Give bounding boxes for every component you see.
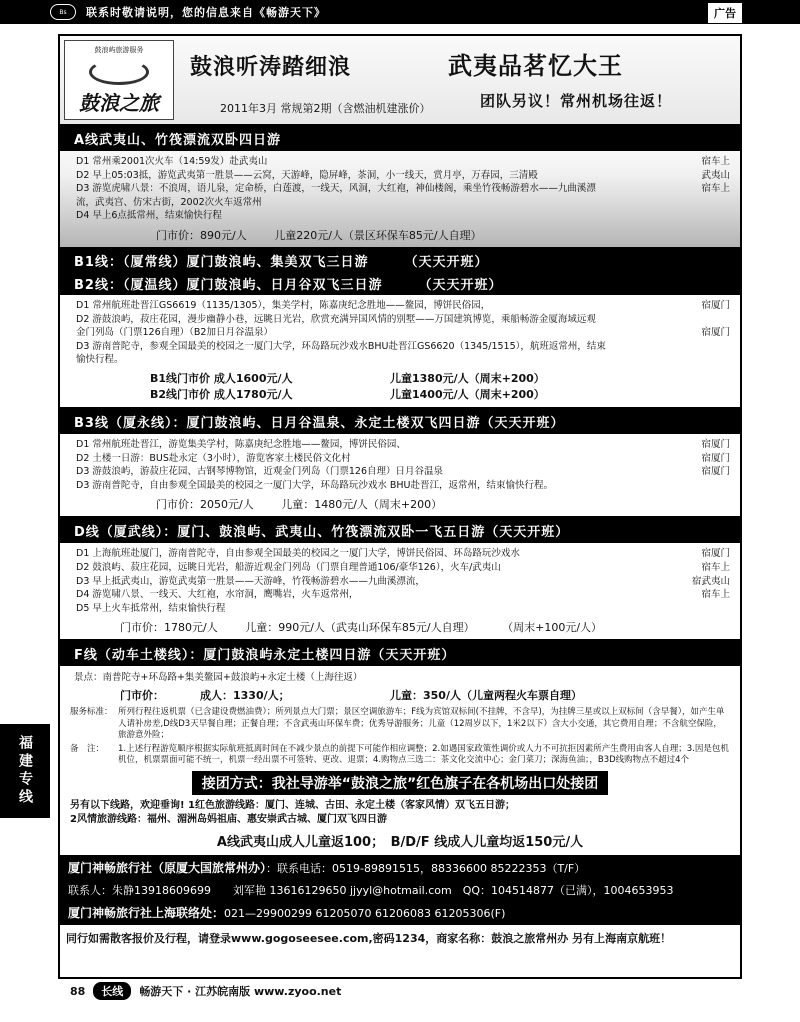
itinerary-day: [76, 575, 730, 589]
itinerary-text: D3 游南普陀寺，自由参观全国最美的校园之一厦门大学，环岛路玩沙戏水 BHU赴晋江，返常州，结束愉快行程。: [76, 479, 554, 491]
headline-right: 武夷品茗忆大王: [448, 51, 623, 80]
magazine-name: 畅游天下 · 江苏皖南版 www.zyoo.net: [139, 985, 342, 998]
itinerary-text: D4 早上6点抵常州，结束愉快行程: [76, 210, 222, 222]
agency-name: 厦门神畅旅行社（原厦大国旅常州办）: [68, 860, 267, 875]
section-b-price: [150, 371, 740, 403]
overnight-location: 宿厦门: [701, 548, 730, 560]
page-footer: [70, 982, 341, 1000]
overnight-location: 宿厦门: [701, 299, 730, 311]
overnight-location: 宿厦门: [701, 452, 730, 464]
section-b2-title: B2线：（厦温线）厦门鼓浪屿、日月谷双飞三日游 （天天开班）: [60, 272, 740, 295]
section-a: [60, 126, 740, 249]
b1-child: 儿童1380元/人（周末+200）: [390, 371, 545, 385]
section-d-title: D线（厦武线）：厦门、鼓浪屿、武夷山、竹筏漂流双卧一飞五日游（天天开班）: [60, 518, 740, 543]
wave-logo-icon: [89, 59, 149, 85]
itinerary-day: [76, 438, 730, 452]
overnight-location: 宿车上: [701, 156, 730, 167]
itinerary-day: [76, 340, 730, 354]
b1-price: B1线门市价 成人1600元/人: [150, 371, 293, 385]
header-slogan: 团队另议！常州机场往返！: [480, 92, 673, 110]
ad-badge: 广告: [708, 3, 742, 23]
itinerary-text: D3 游览虎啸八景：不浪周，语儿泉，定命桥，白莲渡，一线天，风洞，大红袍，神仙楼阁，乘坐竹筏畅游碧水——九曲溪漂: [76, 183, 596, 195]
section-f-price: 门市价： 成人：1330/人； 儿童：350/人（儿童两程火车票自理）: [120, 689, 582, 703]
b2-price: B2线门市价 成人1780元/人: [150, 387, 293, 401]
itinerary-text: D1 上海航班赴厦门，游南普陀寺，自由参观全国最美的校园之一厦门大学，博饼民俗园、环岛路玩沙戏水: [76, 548, 520, 560]
contact-block: [60, 857, 740, 925]
footer-strip: 同行如需散客报价及行程，请登录www.gogoseesee.com,密码1234，商家名称：鼓浪之旅常州办 另有上海南京航班！: [66, 931, 672, 945]
itinerary-text: D2 早上05:03抵，游览武夷第一胜景——云窝，天游峰，隐屏峰，茶洞，小一线天，赏月亭，万春园，三清殿: [76, 169, 538, 181]
overnight-location: 宿车上: [701, 561, 730, 573]
ad-header: [60, 36, 740, 126]
section-d-itinerary: [60, 543, 740, 617]
section-b-itinerary: [60, 295, 740, 369]
issue-info: 2011年3月 常规第2期（含燃油机建涨价）: [220, 102, 431, 115]
itinerary-day: [76, 353, 730, 367]
itinerary-text: 流，武夷宫、仿宋古街，2002次火车返常州: [76, 196, 262, 208]
itinerary-day: [76, 561, 730, 575]
side-tab-fujian: 福建专线: [0, 724, 50, 818]
itinerary-day: [76, 452, 730, 466]
itinerary-text: D3 早上抵武夷山，游览武夷第一胜景——天游峰，竹筏畅游碧水——九曲溪漂流，: [76, 575, 425, 587]
itinerary-text: D1 常州航班赴晋江，游览集美学村，陈嘉庚纪念胜地——鳌园，博饼民俗园、: [76, 438, 406, 450]
itinerary-day: [76, 479, 730, 493]
shanghai-office: 厦门神畅旅行社上海联络处：: [68, 905, 225, 920]
price-adult: 门市价：2050元/人: [156, 498, 254, 512]
section-b3: [60, 409, 740, 518]
itinerary-day: [76, 326, 730, 340]
itinerary-day: [76, 313, 730, 327]
itinerary-text: D5 早上火车抵常州，结束愉快行程: [76, 602, 226, 614]
brand-name: 鼓浪之旅: [79, 91, 159, 115]
page-number: 88: [70, 984, 86, 998]
itinerary-day: [76, 209, 730, 223]
top-bar: [0, 0, 800, 24]
itinerary-text: D4 游览啸八景、一线天、大红袍，水帘洞，鹰嘴岩，火车返常州，: [76, 589, 359, 601]
price-child: 儿童：1480元/人（周末+200）: [281, 498, 443, 512]
overnight-location: 宿车上: [701, 589, 730, 601]
price-child: 儿童：990元/人（武夷山环保车85元/人自理）: [245, 621, 475, 635]
itinerary-day: [76, 182, 730, 196]
price-adult: 门市价：890元/人: [156, 228, 247, 242]
b2-child: 儿童1400元/人（周末+200）: [390, 387, 545, 401]
price-weekend: （周末+100元/人）: [502, 621, 603, 635]
overnight-location: 宿武夷山: [691, 575, 730, 587]
brand-small-text: 鼓浪屿旅游服务: [94, 46, 144, 54]
section-b: [60, 249, 740, 409]
itinerary-text: D2 游鼓浪屿，菽庄花园，漫步幽静小巷，远眺日光岩，欣赏充满异国风情的别墅——万国建筑博览，乘船畅游金厦海域远观: [76, 313, 596, 325]
itinerary-text: D1 常州乘2001次火车（14:59发）赴武夷山: [76, 156, 268, 167]
section-d-price: [60, 617, 740, 639]
overnight-location: 武夷山: [701, 169, 730, 181]
itinerary-text: D3 游南普陀寺，参观全国最美的校园之一厦门大学，环岛路玩沙戏水BHU赴晋江GS6620（1345/1515），航班返常州，结束: [76, 340, 606, 352]
section-b3-itinerary: [60, 434, 740, 494]
itinerary-text: D3 游鼓浪屿，游菽庄花园、古钢琴博物馆，近观金门列岛（门票126自理）日月谷温泉: [76, 466, 444, 478]
remarks: 备 注： 1.上述行程游览顺序根据实际航班抵离时间在不减少景点的前提下可能作相应调整；2.如遇国家政策性调价或人力不可抗拒因素所产生费用由客人自理；3.因是包机机位，机票票面可能不统一，机票一经出票不可签转、更改、退票；4.购物点三选二：茶文化交流中心；金门菜刀；深海鱼油；，B3D线购物点不超过4个: [70, 743, 729, 766]
overnight-location: 宿厦门: [701, 327, 730, 339]
magazine-logo-icon: Bs: [50, 4, 76, 20]
brand-logo: [64, 40, 174, 120]
pickup-slogan: 接团方式：我社导游举“鼓浪之旅”红色旗子在各机场出口处接团: [60, 771, 740, 795]
section-a-price: [60, 225, 740, 247]
contact-people: 联系人：朱静13918609699 刘军艳 13616129650 jjyyl@hotmail.com QQ：104514877（已满），1004653953: [68, 883, 674, 897]
headline-left: 鼓浪听涛踏细浪: [190, 54, 352, 80]
itinerary-day: [76, 155, 730, 169]
rebate-note: A线武夷山成人儿童返100； B/D/F 线成人儿童均返150元/人: [216, 834, 584, 850]
section-pill: 长线: [93, 982, 131, 1000]
itinerary-day: [76, 547, 730, 561]
section-b3-price: [60, 494, 740, 516]
section-a-title: A线武夷山、竹筏漂流双卧四日游: [60, 126, 740, 151]
agency-phone: ：联系电话：0519-89891515，88336600 85222353（T/F）: [266, 861, 586, 875]
itinerary-text: D2 鼓浪屿、菽庄花园，远眺日光岩，船游近观金门列岛（门票自理普通106/豪华126），火车/武夷山: [76, 561, 501, 573]
itinerary-day: [76, 169, 730, 183]
itinerary-day: [76, 465, 730, 479]
overnight-location: 宿厦门: [701, 466, 730, 478]
itinerary-day: [76, 196, 730, 210]
itinerary-text: D2 土楼一日游：BUS赴永定（3小时），游览客家土楼民俗文化村: [76, 452, 351, 464]
overnight-location: 宿厦门: [701, 438, 730, 450]
more-routes: 另有以下线路，欢迎垂询! 1红色旅游线路：厦门、连城、古田、永定土楼（客家风情）双飞五日游； 2风情旅游线路：福州、湄洲岛妈祖庙、惠安崇武古城、厦门双飞四日游: [70, 799, 515, 825]
itinerary-day: [76, 299, 730, 313]
section-f: [60, 641, 740, 857]
itinerary-text: 愉快行程。: [76, 354, 124, 366]
section-a-itinerary: [60, 151, 740, 225]
overnight-location: 宿车上: [701, 183, 730, 195]
top-notice: 联系时敬请说明，您的信息来自《畅游天下》: [86, 6, 326, 19]
advert-page: [58, 34, 742, 979]
shanghai-phone: 021—29900299 61205070 61206083 61205306(F): [224, 906, 506, 920]
itinerary-text: D1 常州航班赴晋江GS6619（1135/1305），集美学村，陈嘉庚纪念胜地——鳌园，博饼民俗园，: [76, 299, 491, 311]
itinerary-day: [76, 602, 730, 616]
section-b1-title: B1线：（厦常线）厦门鼓浪屿、集美双飞三日游 （天天开班）: [60, 249, 740, 272]
itinerary-day: [76, 588, 730, 602]
service-standard: 服务标准： 所列行程往返机票（已含建设费燃油费）；所列景点大门票；景区空调旅游车；F线为宾馆双标间(不挂牌，不含早)，为挂牌三星或以上双标间（含早餐），如产生单人请补房差,D线D3天早餐自理；正餐自理；不含武夷山环保车费；优秀导游服务；儿童（12周岁以下，1米2以下）含大小交通，其它费用自理；不含航空保险，旅游意外险；: [70, 707, 725, 741]
section-f-title: F线（动车土楼线）：厦门鼓浪屿永定土楼四日游（天天开班）: [60, 641, 740, 666]
price-adult: 门市价：1780元/人: [120, 621, 218, 635]
itinerary-text: 金门列岛（门票126自理）（B2加日月谷温泉）: [76, 327, 273, 339]
price-child: 儿童220元/人（景区环保车85元/人自理）: [274, 228, 482, 242]
section-f-spots: 景点：南普陀寺+环岛路+集美鳌园+鼓浪屿+永定土楼（上海往返）: [74, 672, 363, 684]
section-d: [60, 518, 740, 641]
section-b3-title: B3线（厦永线）：厦门鼓浪屿、日月谷温泉、永定土楼双飞四日游（天天开班）: [60, 409, 740, 434]
